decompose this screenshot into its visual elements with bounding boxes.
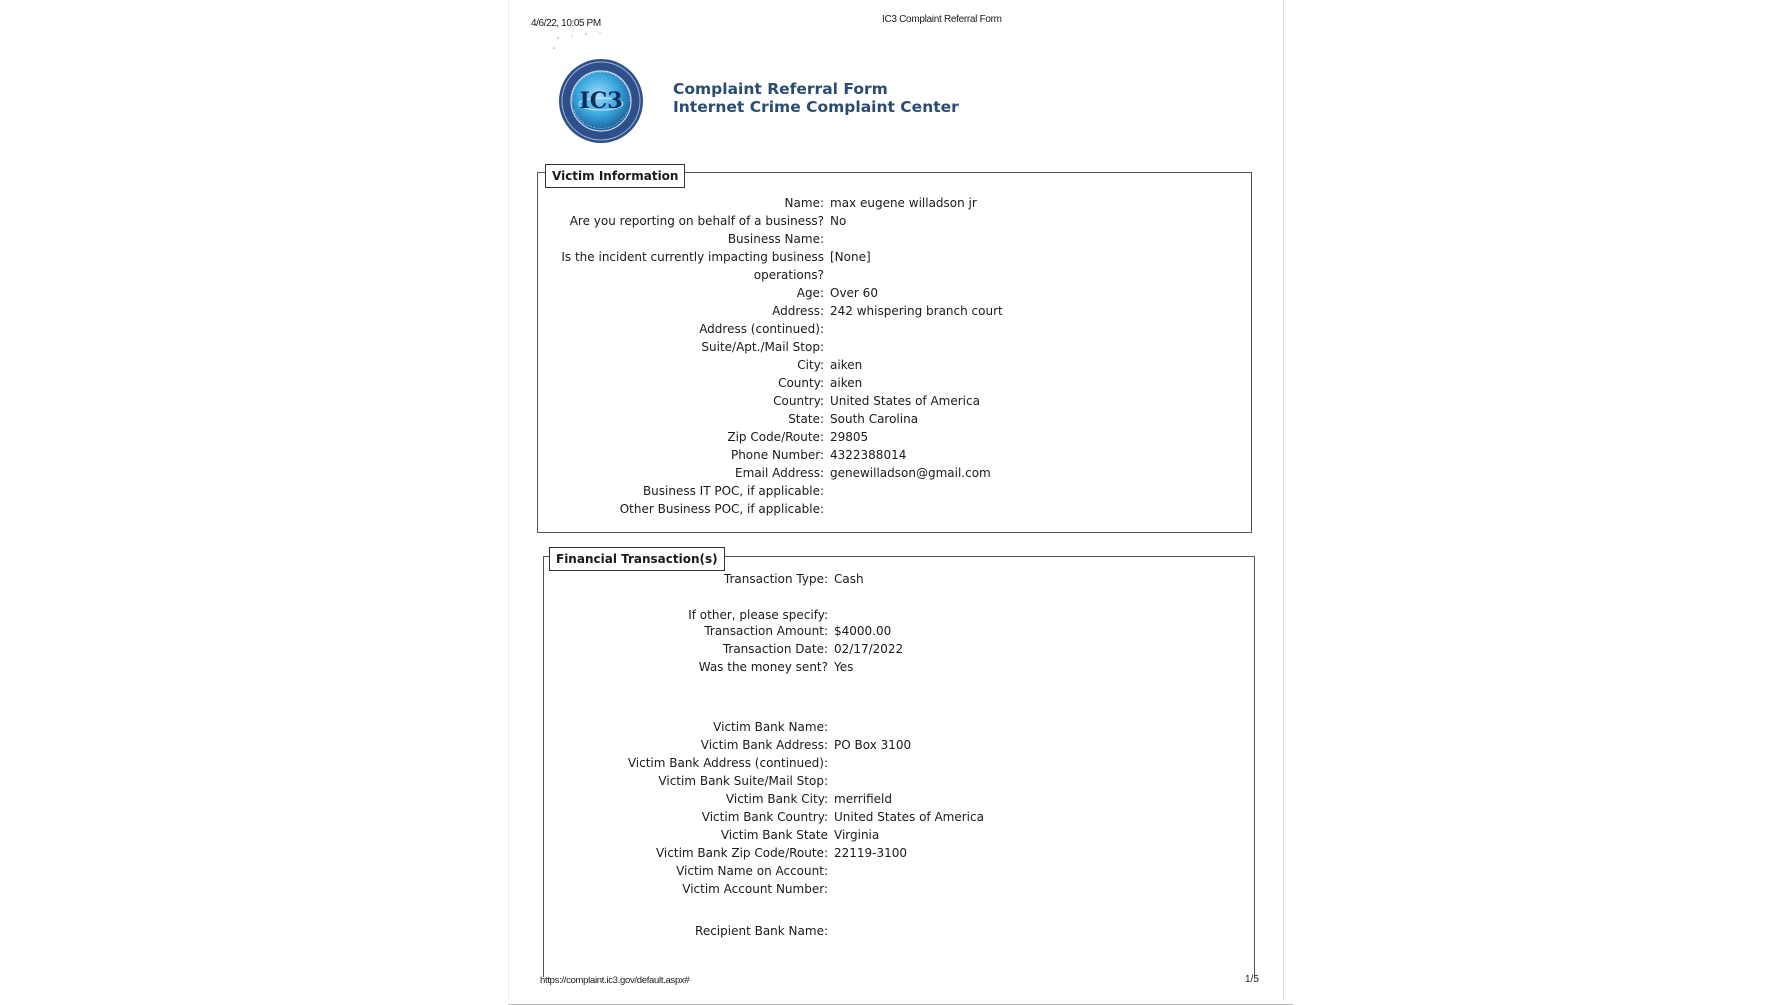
financial-field-label: Was the money sent? <box>698 660 828 674</box>
victim-field-label: Are you reporting on behalf of a business? <box>569 214 824 228</box>
financial-field-label: Victim Bank City: <box>725 792 828 806</box>
financial-transactions-label: Financial Transaction(s) <box>549 547 725 571</box>
financial-field-value: $4000.00 <box>834 624 892 638</box>
financial-field-label: Transaction Amount: <box>704 624 828 638</box>
victim-field-value: No <box>830 214 847 228</box>
financial-field-value: United States of America <box>834 810 984 824</box>
print-date: 4/6/22, 10:05 PM <box>531 18 601 29</box>
financial-field-label: Transaction Type: <box>723 572 828 586</box>
victim-field-label: Country: <box>773 394 824 408</box>
form-title <box>673 80 959 116</box>
financial-field-label: Victim Bank Country: <box>701 810 828 824</box>
ic3-seal-logo <box>558 58 644 144</box>
victim-field-value: Over 60 <box>830 286 878 300</box>
victim-field-label: Name: <box>784 196 824 210</box>
footer-page-number: 1/5 <box>1245 974 1259 985</box>
victim-information-label: Victim Information <box>545 164 685 188</box>
victim-field-value: [None] <box>830 250 871 264</box>
victim-field-value: 242 whispering branch court <box>830 304 1003 318</box>
victim-field-label: Suite/Apt./Mail Stop: <box>701 340 824 354</box>
victim-field-label: Is the incident currently impacting business <box>561 250 824 264</box>
scan-specks <box>548 30 618 52</box>
financial-field-label: Victim Bank Address: <box>700 738 828 752</box>
victim-field-value: aiken <box>830 358 863 372</box>
victim-field-value: max eugene willadson jr <box>830 196 977 210</box>
financial-field-value: PO Box 3100 <box>834 738 912 752</box>
financial-field-label: Victim Bank Name: <box>713 720 828 734</box>
financial-field-label: Victim Bank Suite/Mail Stop: <box>658 774 828 788</box>
victim-field-label: Business Name: <box>727 232 824 246</box>
financial-field-value: merrifield <box>834 792 892 806</box>
financial-field-label: Victim Bank Zip Code/Route: <box>655 846 828 860</box>
victim-field-value: 29805 <box>830 430 869 444</box>
victim-field-label: operations? <box>753 268 824 282</box>
financial-field-value: 02/17/2022 <box>834 642 904 656</box>
victim-field-value: United States of America <box>830 394 980 408</box>
victim-field-label: State: <box>788 412 824 426</box>
footer-url: https://complaint.ic3.gov/default.aspx# <box>540 975 690 986</box>
financial-field-label: If other, please specify: <box>688 608 828 622</box>
page-edge <box>508 0 509 1000</box>
victim-field-label: Phone Number: <box>730 448 824 462</box>
financial-field-value: 22119-3100 <box>834 846 908 860</box>
svg-text:IC3: IC3 <box>579 88 623 114</box>
financial-field-value: Cash <box>834 572 864 586</box>
victim-field-label: Other Business POC, if applicable: <box>619 502 824 516</box>
victim-field-label: County: <box>778 376 824 390</box>
financial-field-label: Victim Account Number: <box>682 882 828 896</box>
financial-field-label: Victim Bank State <box>720 828 828 842</box>
financial-field-label: Recipient Bank Name: <box>695 924 828 938</box>
victim-field-label: Address (continued): <box>699 322 824 336</box>
victim-field-label: Business IT POC, if applicable: <box>642 484 824 498</box>
victim-field-value: 4322388014 <box>830 448 907 462</box>
financial-field-label: Transaction Date: <box>722 642 828 656</box>
page-edge <box>1283 0 1284 1000</box>
financial-field-label: Victim Bank Address (continued): <box>627 756 828 770</box>
form-title-line1: Complaint Referral Form <box>673 80 888 98</box>
financial-field-value: Virginia <box>834 828 880 842</box>
form-title-line2: Internet Crime Complaint Center <box>673 98 959 116</box>
victim-field-label: Age: <box>796 286 824 300</box>
victim-field-label: Email Address: <box>735 466 824 480</box>
financial-field-label: Victim Name on Account: <box>676 864 828 878</box>
victim-field-value: genewilladson@gmail.com <box>830 466 991 480</box>
victim-field-label: Address: <box>772 304 824 318</box>
victim-field-label: Zip Code/Route: <box>727 430 824 444</box>
victim-field-value: South Carolina <box>830 412 919 426</box>
financial-field-value: Yes <box>834 660 854 674</box>
victim-field-value: aiken <box>830 376 863 390</box>
print-header-title: IC3 Complaint Referral Form <box>882 14 1002 25</box>
victim-field-label: City: <box>797 358 824 372</box>
